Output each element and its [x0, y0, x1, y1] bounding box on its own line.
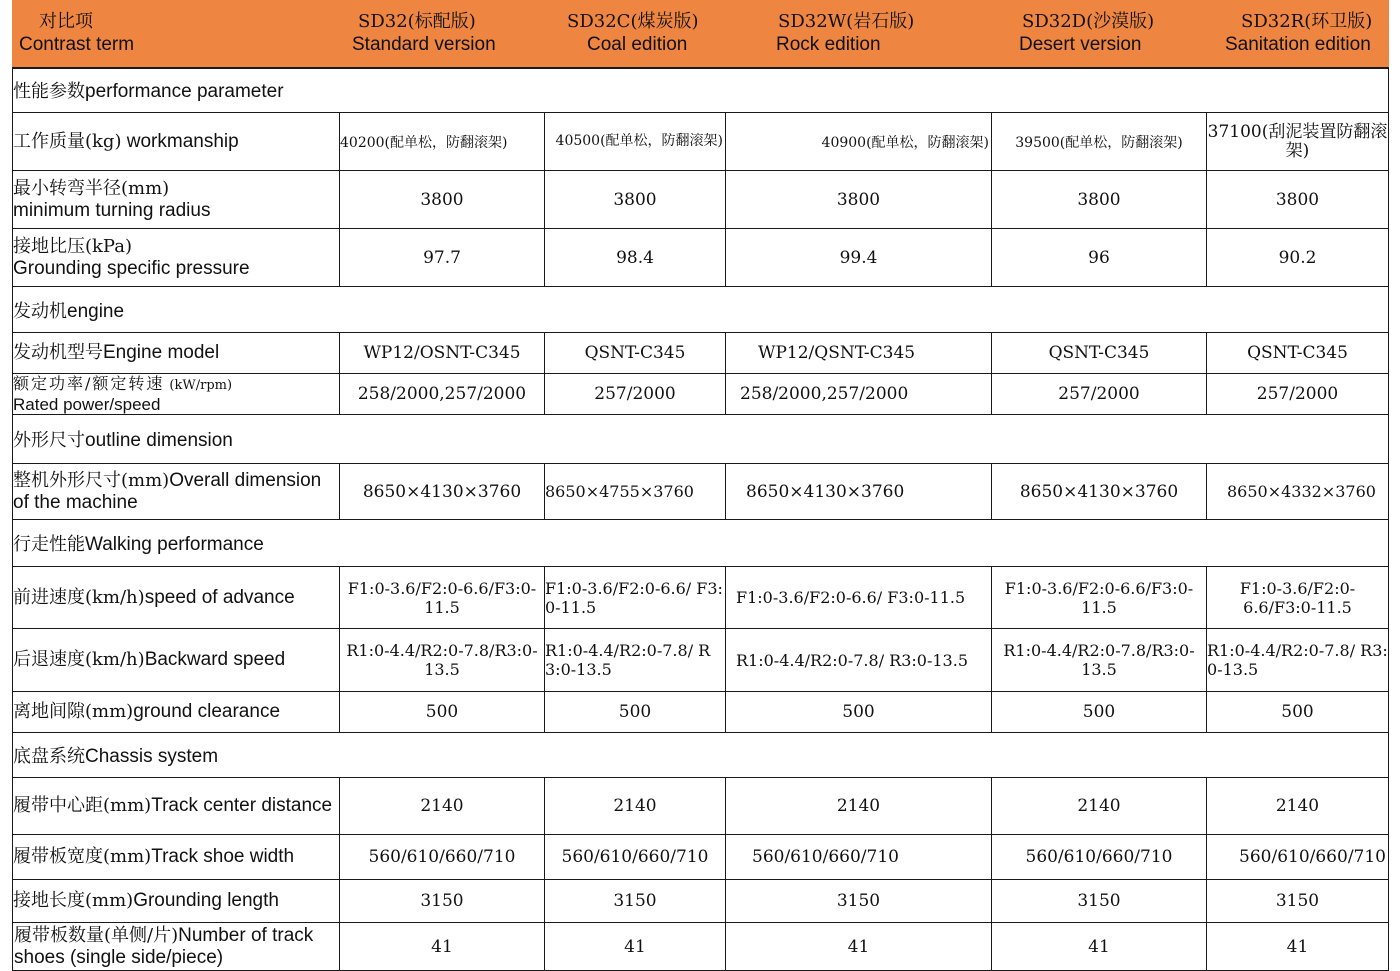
version-en: Desert version: [1019, 33, 1142, 55]
row-label-zh: 接地长度(mm): [13, 890, 134, 911]
cell-value: 500: [1207, 692, 1389, 733]
cell-value: 8650×4130×3760: [726, 464, 992, 520]
row-label: [13, 923, 340, 971]
cell-value: 258/2000,257/2000: [340, 374, 545, 415]
row-backward: [13, 629, 1389, 692]
header-term-zh: 对比项: [39, 10, 93, 32]
cell-value: 500: [545, 692, 726, 733]
section-label-en: engine: [67, 300, 125, 322]
cell-value: 560/610/660/710: [340, 835, 545, 880]
row-label: [13, 374, 340, 415]
section-label-en: performance parameter: [85, 81, 284, 103]
row-track-center: [13, 778, 1389, 835]
row-engine-model: [13, 333, 1389, 374]
cell-value: 90.2: [1207, 229, 1389, 287]
cell-value: 41: [992, 923, 1207, 971]
cell-value: 39500(配单松，防翻滚架): [992, 113, 1207, 171]
section-label-en: Chassis system: [85, 746, 219, 767]
cell-value: 2140: [340, 778, 545, 835]
cell-value: 40500(配单松，防翻滚架): [545, 113, 726, 171]
cell-value: 8650×4130×3760: [340, 464, 545, 520]
cell-value: R1:0-4.4/R2:0-7.8/ R3:0-13.5: [1207, 629, 1389, 692]
cell-value: 3800: [992, 171, 1207, 229]
cell-value: F1:0-3.6/F2:0-6.6/F3:0-11.5: [992, 567, 1207, 629]
cell-value: WP12/QSNT-C345: [726, 333, 992, 374]
row-label-en: Rated power/speed: [13, 395, 161, 414]
cell-value: 2140: [1207, 778, 1389, 835]
cell-value: 2140: [992, 778, 1207, 835]
row-shoe-width: [13, 835, 1389, 880]
row-overall: [13, 464, 1389, 520]
cell-value: 98.4: [545, 229, 726, 287]
cell-value: 96: [992, 229, 1207, 287]
cell-value: 8650×4332×3760: [1207, 464, 1389, 520]
cell-value: 500: [726, 692, 992, 733]
cell-value: 41: [726, 923, 992, 971]
cell-value: R1:0-4.4/R2:0-7.8/ R3:0-13.5: [726, 629, 992, 692]
row-label-en: Track shoe width: [151, 846, 295, 867]
section-label-zh: 外形尺寸: [13, 430, 85, 451]
row-label: [13, 629, 340, 692]
section-outline: [13, 415, 1389, 464]
section-walking: [13, 520, 1389, 567]
cell-value: R1:0-4.4/R2:0-7.8/ R3:0-13.5: [545, 629, 726, 692]
cell-value: 560/610/660/710: [545, 835, 726, 880]
section-label-zh: 底盘系统: [13, 746, 85, 767]
cell-value: 41: [545, 923, 726, 971]
row-pressure: [13, 229, 1389, 287]
row-advance: [13, 567, 1389, 629]
row-label: [13, 692, 340, 733]
section-label-en: outline dimension: [85, 430, 233, 451]
cell-value: F1:0-3.6/F2:0-6.6/ F3:0-11.5: [726, 567, 992, 629]
spec-comparison-table: [12, 0, 1389, 971]
cell-value: QSNT-C345: [1207, 333, 1389, 374]
section-label-zh: 行走性能: [13, 534, 85, 555]
cell-value: 2140: [726, 778, 992, 835]
cell-value: WP12/OSNT-C345: [340, 333, 545, 374]
cell-value: 37100(刮泥装置防翻滚架): [1207, 113, 1389, 171]
cell-value: QSNT-C345: [545, 333, 726, 374]
row-label-zh: 履带中心距(mm): [13, 795, 152, 816]
section-performance: [13, 68, 1389, 113]
row-label-zh: 接地比压(kPa): [13, 235, 132, 257]
header-row: [13, 1, 1389, 68]
row-label-en: Backward speed: [144, 649, 286, 670]
cell-value: 257/2000: [1207, 374, 1389, 415]
row-label-unit: (kW/rpm): [169, 378, 233, 393]
row-label-en: Engine model: [103, 342, 220, 363]
header-contrast-term: [13, 1, 340, 68]
row-label-en: Number of track shoes (single side/piece): [14, 924, 314, 968]
row-label-zh: 履带板宽度(mm): [13, 846, 152, 867]
cell-value: 560/610/660/710: [726, 835, 992, 880]
row-label: [13, 778, 340, 835]
header-version-coal: [545, 1, 726, 68]
header-version-standard: [340, 1, 545, 68]
cell-value: QSNT-C345: [992, 333, 1207, 374]
row-clearance: [13, 692, 1389, 733]
row-label-en: Track center distance: [151, 795, 333, 816]
header-version-desert: [992, 1, 1207, 68]
cell-value: F1:0-3.6/F2:0-6.6/F3:0-11.5: [1207, 567, 1389, 629]
row-label-en: speed of advance: [144, 586, 295, 608]
header-term-en: Contrast term: [19, 33, 135, 55]
version-en: Sanitation edition: [1225, 33, 1371, 55]
cell-value: 2140: [545, 778, 726, 835]
cell-value: 40900(配单松，防翻滚架): [726, 113, 992, 171]
cell-value: 3800: [726, 171, 992, 229]
cell-value: 3800: [1207, 171, 1389, 229]
cell-value: F1:0-3.6/F2:0-6.6/ F3:0-11.5: [545, 567, 726, 629]
row-label-zh: 前进速度(km/h): [13, 586, 145, 608]
version-en: Standard version: [352, 33, 496, 55]
row-label: [13, 464, 340, 520]
row-label-en: Grounding specific pressure: [13, 257, 250, 279]
section-label-en: Walking performance: [85, 534, 264, 555]
cell-value: 258/2000,257/2000: [726, 374, 992, 415]
section-chassis: [13, 733, 1389, 778]
section-row: [13, 733, 1389, 778]
cell-value: R1:0-4.4/R2:0-7.8/R3:0-13.5: [340, 629, 545, 692]
cell-value: 41: [340, 923, 545, 971]
version-zh: SD32W(岩石版): [778, 10, 915, 32]
cell-value: 3150: [545, 880, 726, 923]
cell-value: R1:0-4.4/R2:0-7.8/R3:0-13.5: [992, 629, 1207, 692]
cell-value: 500: [992, 692, 1207, 733]
row-label-zh: 额定功率/额定转速: [13, 374, 165, 393]
row-label-zh: 履带板数量(单侧/片): [14, 924, 179, 946]
row-label-zh: 整机外形尺寸(mm): [13, 469, 170, 491]
row-label: [13, 171, 340, 229]
cell-value: 500: [340, 692, 545, 733]
version-zh: SD32D(沙漠版): [1022, 10, 1155, 32]
section-row: [13, 68, 1389, 113]
row-workmanship: [13, 113, 1389, 171]
row-label-en: Overall dimension of the machine: [13, 469, 322, 513]
section-row: [13, 520, 1389, 567]
cell-value: 560/610/660/710: [1207, 835, 1389, 880]
cell-value: 3800: [340, 171, 545, 229]
version-en: Coal edition: [587, 33, 688, 55]
row-label-zh: 离地间隙(mm): [13, 701, 134, 722]
row-label: [13, 880, 340, 923]
section-row: [13, 287, 1389, 333]
cell-value: 3150: [1207, 880, 1389, 923]
cell-value: 8650×4755×3760: [545, 464, 726, 520]
cell-value: 3150: [726, 880, 992, 923]
section-engine: [13, 287, 1389, 333]
row-label-en: Grounding length: [133, 890, 279, 911]
header-version-rock: [726, 1, 992, 68]
cell-value: 40200(配单松，防翻滚架): [340, 113, 545, 171]
section-row: [13, 415, 1389, 464]
row-label-zh: 最小转弯半径(mm): [13, 177, 170, 199]
cell-value: F1:0-3.6/F2:0-6.6/F3:0-11.5: [340, 567, 545, 629]
row-label: [13, 333, 340, 374]
row-label: [13, 113, 340, 171]
version-zh: SD32C(煤炭版): [567, 10, 699, 32]
version-zh: SD32(标配版): [358, 10, 476, 32]
cell-value: 3150: [340, 880, 545, 923]
cell-value: 257/2000: [992, 374, 1207, 415]
cell-value: 3150: [992, 880, 1207, 923]
row-label-zh: 发动机型号: [13, 342, 103, 363]
section-label-zh: 性能参数: [13, 81, 85, 103]
row-label-en: minimum turning radius: [13, 199, 211, 221]
cell-value: 257/2000: [545, 374, 726, 415]
cell-value: 8650×4130×3760: [992, 464, 1207, 520]
row-label: [13, 835, 340, 880]
cell-value: 3800: [545, 171, 726, 229]
cell-value: 97.7: [340, 229, 545, 287]
version-en: Rock edition: [776, 33, 881, 55]
header-version-sanitation: [1207, 1, 1389, 68]
version-zh: SD32R(环卫版): [1241, 10, 1373, 32]
row-ground-length: [13, 880, 1389, 923]
row-shoe-count: [13, 923, 1389, 971]
section-label-zh: 发动机: [13, 300, 67, 322]
row-power: [13, 374, 1389, 415]
row-label-zh: 后退速度(km/h): [13, 649, 145, 670]
cell-value: 560/610/660/710: [992, 835, 1207, 880]
cell-value: 41: [1207, 923, 1389, 971]
row-label-zh: 工作质量(kg): [13, 130, 122, 152]
row-label-en: ground clearance: [133, 701, 281, 722]
row-label-en: workmanship: [126, 130, 239, 152]
cell-value: 99.4: [726, 229, 992, 287]
row-turning: [13, 171, 1389, 229]
row-label: [13, 567, 340, 629]
row-label: [13, 229, 340, 287]
